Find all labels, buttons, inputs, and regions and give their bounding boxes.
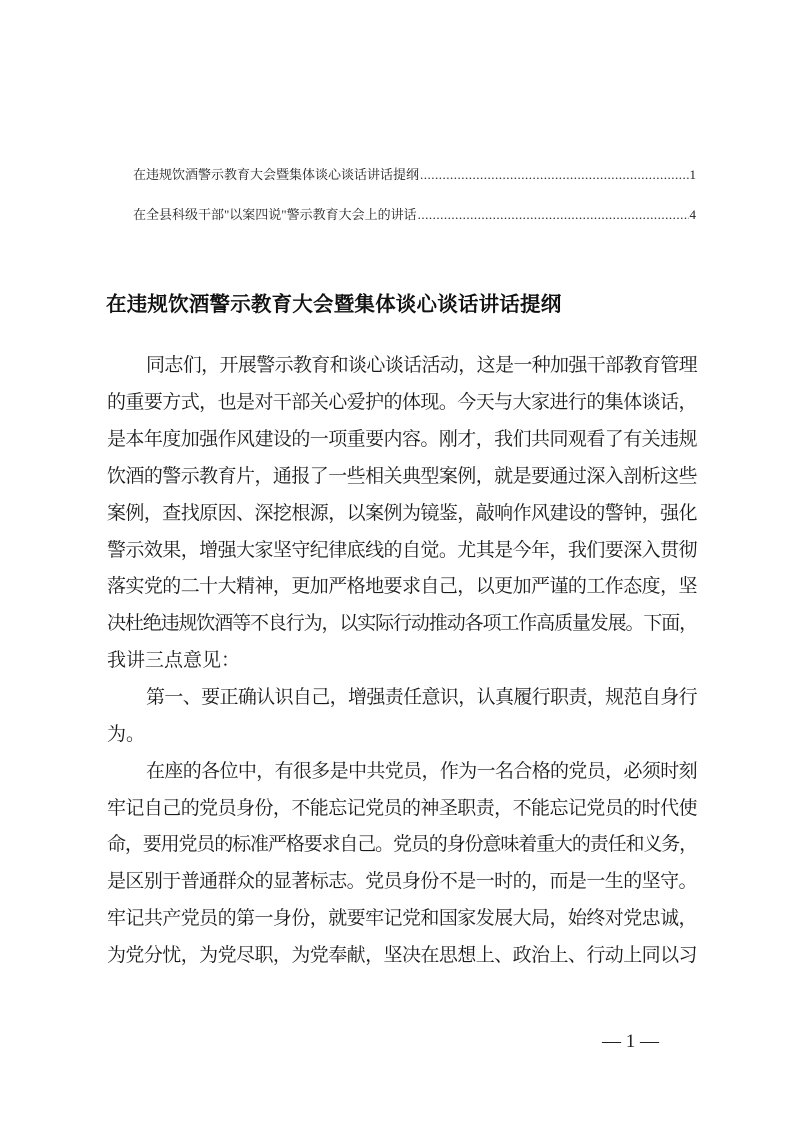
paragraph-line: 命，要用党员的标准严格要求自己。党员的身份意味着重大的责任和义务， — [107, 833, 697, 855]
toc-entry[interactable] — [133, 164, 696, 183]
paragraph-line: 为。 — [107, 723, 146, 745]
paragraph-line: 落实党的二十大精神，更加严格地要求自己，以更加严谨的工作态度，坚 — [107, 575, 697, 597]
paragraph-line: 警示效果，增强大家坚守纪律底线的自觉。尤其是今年，我们要深入贯彻 — [107, 539, 697, 561]
toc-entry-title[interactable]: 在违规饮酒警示教育大会暨集体谈心谈话讲话提纲 — [133, 167, 420, 182]
paragraph-line: 第一、要正确认识自己，增强责任意识，认真履行职责，规范自身行 — [146, 686, 697, 708]
toc-entry[interactable] — [133, 204, 696, 223]
toc-entry-title[interactable]: 在全县科级干部"以案四说"警示教育大会上的讲话 — [133, 207, 417, 222]
paragraph-line: 在座的各位中，有很多是中共党员，作为一名合格的党员，必须时刻 — [146, 760, 697, 782]
paragraph-line: 同志们，开展警示教育和谈心谈话活动，这是一种加强干部教育管理 — [146, 354, 697, 376]
paragraph-line: 是本年度加强作风建设的一项重要内容。刚才，我们共同观看了有关违规 — [107, 428, 697, 450]
toc-entry-page[interactable]: 1 — [689, 167, 696, 182]
paragraph-line: 牢记自己的党员身份，不能忘记党员的神圣职责，不能忘记党员的时代使 — [107, 797, 697, 819]
paragraph-line: 牢记共产党员的第一身份，就要牢记党和国家发展大局，始终对党忠诚， — [107, 907, 697, 929]
toc-leader-dots — [418, 207, 689, 223]
paragraph-line: 为党分忧，为党尽职，为党奉献，坚决在思想上、政治上、行动上同以习 — [107, 944, 697, 966]
document-heading: 在违规饮酒警示教育大会暨集体谈心谈话讲话提纲 — [106, 292, 562, 316]
paragraph-line: 的重要方式，也是对干部关心爱护的体现。今天与大家进行的集体谈话， — [107, 391, 697, 413]
toc-entry-page[interactable]: 4 — [689, 207, 696, 222]
paragraph-line: 饮酒的警示教育片，通报了一些相关典型案例，就是要通过深入剖析这些 — [107, 465, 697, 487]
paragraph-line: 是区别于普通群众的显著标志。党员身份不是一时的，而是一生的坚守。 — [107, 870, 697, 892]
paragraph-line: 我讲三点意见： — [107, 649, 241, 671]
page-number-footer: — 1 — — [602, 1031, 659, 1052]
paragraph-line: 案例，查找原因、深挖根源，以案例为镜鉴，敲响作风建设的警钟，强化 — [107, 502, 697, 524]
toc-leader-dots — [420, 167, 688, 183]
paragraph-line: 决杜绝违规饮酒等不良行为，以实际行动推动各项工作高质量发展。下面， — [107, 612, 697, 634]
